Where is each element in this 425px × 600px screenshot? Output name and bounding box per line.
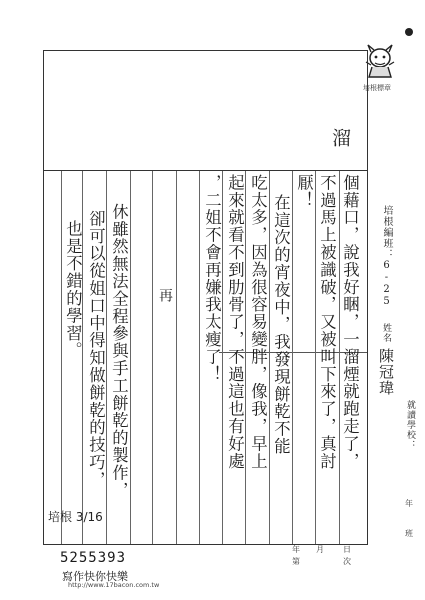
grade-label: 年 xyxy=(405,499,413,508)
grid-col-line xyxy=(130,171,131,544)
student-name: 陳冠瑋 xyxy=(377,348,395,396)
grid-col-line xyxy=(82,171,83,544)
title-box xyxy=(43,50,368,170)
essay-column-10: 卻可以從姐口中得知做餅乾的技巧， xyxy=(86,210,106,489)
essay-column-9: 休雖然無法全程參與手工餅乾的製作， xyxy=(109,203,129,499)
essay-column-1: 個藉口，說我好睏，一溜煙就跑走了， xyxy=(340,174,360,470)
essay-column-6: 起來就看不到肋骨了，不過這也有好處 xyxy=(225,174,245,470)
essay-title: 溜 xyxy=(329,128,351,148)
grid-col-line xyxy=(292,171,293,544)
grid-col-line xyxy=(269,171,270,544)
essay-column-5: 吃太多，因為很容易變胖，像我，早上 xyxy=(248,174,268,470)
school-label: 就讀學校： xyxy=(405,400,415,450)
grid-col-line xyxy=(106,171,107,544)
footer-label-order: 第 xyxy=(292,557,300,566)
grid-col-line xyxy=(315,171,316,544)
footer-label-month: 月 xyxy=(316,545,324,554)
grid-col-line xyxy=(152,171,153,544)
footer-url: http://www.17bacon.com.tw xyxy=(68,581,160,589)
essay-column-7: ，二姐不會再嫌我太瘦了！ xyxy=(202,174,222,383)
class-label: 培根編班：6-25 xyxy=(381,205,392,308)
corner-dot xyxy=(405,28,413,36)
grid-col-line xyxy=(61,171,62,544)
essay-column-11: 也是不錯的學習。 xyxy=(63,220,83,360)
document-code: 5255393 xyxy=(60,550,127,566)
grid-col-line xyxy=(199,171,200,544)
footer-label-year: 年 xyxy=(292,545,300,554)
essay-column-8: 再 xyxy=(157,288,173,303)
footer-slogan: 寫作快你快樂 xyxy=(62,570,128,583)
grid-col-line xyxy=(222,171,223,544)
footer-label-times: 次 xyxy=(343,557,351,566)
essay-column-3: 厭！ xyxy=(294,174,314,209)
essay-column-2: 不過馬上被識破，又被叫下來了，真討 xyxy=(317,174,337,470)
essay-column-4: 在這次的宵夜中，我發現餅乾不能 xyxy=(271,194,291,455)
bacon-mascot-logo xyxy=(363,42,397,80)
name-field-label: 姓名 xyxy=(381,323,391,343)
teacher-margin-note: 培根 3/16 xyxy=(48,510,103,524)
grid-col-line xyxy=(245,171,246,544)
grid-col-line xyxy=(176,171,177,544)
class-suffix-label: 班 xyxy=(405,529,413,538)
footer-label-day: 日 xyxy=(343,545,351,554)
logo-caption: 培根標章 xyxy=(363,84,391,92)
